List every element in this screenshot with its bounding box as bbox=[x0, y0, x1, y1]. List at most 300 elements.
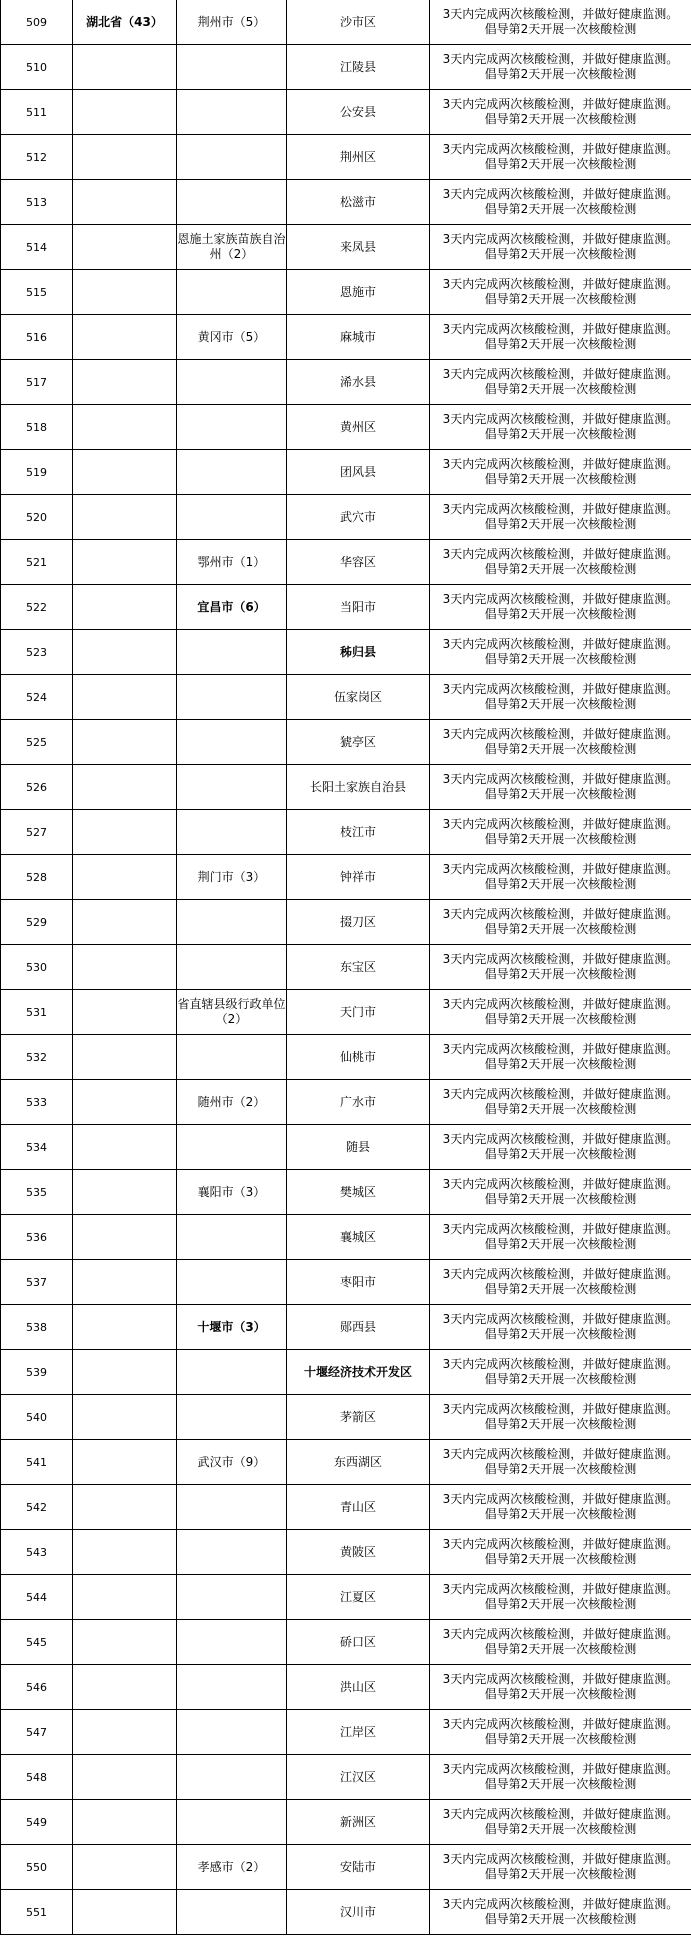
county-cell: 来凤县 bbox=[287, 225, 430, 270]
table-row bbox=[1, 135, 691, 180]
province-cell bbox=[73, 180, 177, 225]
county-cell: 恩施市 bbox=[287, 270, 430, 315]
requirement-cell bbox=[430, 1215, 691, 1260]
requirement-line-1: 3天内完成两次核酸检测，并做好健康监测。 bbox=[442, 682, 679, 696]
table-row bbox=[1, 1890, 691, 1935]
table-row bbox=[1, 495, 691, 540]
county-cell: 襄城区 bbox=[287, 1215, 430, 1260]
county-cell: 樊城区 bbox=[287, 1170, 430, 1215]
province-cell bbox=[73, 990, 177, 1035]
requirement-line-2: 倡导第2天开展一次核酸检测 bbox=[484, 472, 637, 486]
requirement-cell bbox=[430, 945, 691, 990]
requirement-cell bbox=[430, 1800, 691, 1845]
city-cell bbox=[177, 720, 287, 765]
row-number-cell: 546 bbox=[1, 1665, 73, 1710]
row-number-cell: 550 bbox=[1, 1845, 73, 1890]
requirement-line-2: 倡导第2天开展一次核酸检测 bbox=[484, 67, 637, 81]
city-cell bbox=[177, 1350, 287, 1395]
province-cell bbox=[73, 1755, 177, 1800]
table-row bbox=[1, 1170, 691, 1215]
table-row bbox=[1, 1710, 691, 1755]
requirement-line-2: 倡导第2天开展一次核酸检测 bbox=[484, 1462, 637, 1476]
row-number-cell: 544 bbox=[1, 1575, 73, 1620]
requirement-line-1: 3天内完成两次核酸检测，并做好健康监测。 bbox=[442, 952, 679, 966]
requirement-line-2: 倡导第2天开展一次核酸检测 bbox=[484, 562, 637, 576]
city-cell bbox=[177, 495, 287, 540]
table-row bbox=[1, 900, 691, 945]
table-row bbox=[1, 180, 691, 225]
county-cell: 秭归县 bbox=[287, 630, 430, 675]
requirement-line-1: 3天内完成两次核酸检测，并做好健康监测。 bbox=[442, 1132, 679, 1146]
requirement-line-2: 倡导第2天开展一次核酸检测 bbox=[484, 112, 637, 126]
county-cell: 茅箭区 bbox=[287, 1395, 430, 1440]
row-number-cell: 524 bbox=[1, 675, 73, 720]
table-row bbox=[1, 810, 691, 855]
requirement-cell bbox=[430, 1890, 691, 1935]
province-cell bbox=[73, 495, 177, 540]
row-number-cell: 538 bbox=[1, 1305, 73, 1350]
row-number-cell: 517 bbox=[1, 360, 73, 405]
requirement-line-2: 倡导第2天开展一次核酸检测 bbox=[484, 1372, 637, 1386]
requirement-line-1: 3天内完成两次核酸检测，并做好健康监测。 bbox=[442, 1897, 679, 1911]
requirement-line-1: 3天内完成两次核酸检测，并做好健康监测。 bbox=[442, 1762, 679, 1776]
county-cell: 武穴市 bbox=[287, 495, 430, 540]
requirement-line-2: 倡导第2天开展一次核酸检测 bbox=[484, 157, 637, 171]
table-row bbox=[1, 450, 691, 495]
city-cell bbox=[177, 1575, 287, 1620]
requirement-line-2: 倡导第2天开展一次核酸检测 bbox=[484, 1912, 637, 1926]
city-cell bbox=[177, 900, 287, 945]
requirement-cell bbox=[430, 540, 691, 585]
requirement-cell bbox=[430, 990, 691, 1035]
table-row bbox=[1, 1800, 691, 1845]
table-row bbox=[1, 1575, 691, 1620]
row-number-cell: 545 bbox=[1, 1620, 73, 1665]
city-cell bbox=[177, 1800, 287, 1845]
requirement-line-1: 3天内完成两次核酸检测，并做好健康监测。 bbox=[442, 1672, 679, 1686]
county-cell: 东西湖区 bbox=[287, 1440, 430, 1485]
province-cell bbox=[73, 630, 177, 675]
requirement-cell bbox=[430, 1710, 691, 1755]
province-cell bbox=[73, 1575, 177, 1620]
city-cell: 黄冈市（5） bbox=[177, 315, 287, 360]
county-cell: 枝江市 bbox=[287, 810, 430, 855]
requirement-cell bbox=[430, 630, 691, 675]
province-cell bbox=[73, 1125, 177, 1170]
requirement-line-2: 倡导第2天开展一次核酸检测 bbox=[484, 202, 637, 216]
table-row bbox=[1, 540, 691, 585]
requirement-cell bbox=[430, 900, 691, 945]
table-row bbox=[1, 630, 691, 675]
requirement-line-2: 倡导第2天开展一次核酸检测 bbox=[484, 1192, 637, 1206]
city-cell: 宜昌市（6） bbox=[177, 585, 287, 630]
row-number-cell: 533 bbox=[1, 1080, 73, 1125]
table-row bbox=[1, 315, 691, 360]
province-cell bbox=[73, 1440, 177, 1485]
requirement-cell bbox=[430, 90, 691, 135]
requirement-cell bbox=[430, 1035, 691, 1080]
requirement-line-2: 倡导第2天开展一次核酸检测 bbox=[484, 22, 637, 36]
table-row bbox=[1, 765, 691, 810]
county-cell: 十堰经济技术开发区 bbox=[287, 1350, 430, 1395]
table-row bbox=[1, 1305, 691, 1350]
requirement-line-2: 倡导第2天开展一次核酸检测 bbox=[484, 1552, 637, 1566]
province-cell bbox=[73, 45, 177, 90]
requirement-cell bbox=[430, 1620, 691, 1665]
requirement-line-2: 倡导第2天开展一次核酸检测 bbox=[484, 877, 637, 891]
county-cell: 当阳市 bbox=[287, 585, 430, 630]
requirement-line-2: 倡导第2天开展一次核酸检测 bbox=[484, 1597, 637, 1611]
county-cell: 浠水县 bbox=[287, 360, 430, 405]
city-cell bbox=[177, 90, 287, 135]
requirement-line-2: 倡导第2天开展一次核酸检测 bbox=[484, 1777, 637, 1791]
city-cell bbox=[177, 135, 287, 180]
city-cell bbox=[177, 1530, 287, 1575]
province-cell bbox=[73, 1080, 177, 1125]
county-cell: 江岸区 bbox=[287, 1710, 430, 1755]
province-cell bbox=[73, 1260, 177, 1305]
city-cell bbox=[177, 1755, 287, 1800]
row-number-cell: 519 bbox=[1, 450, 73, 495]
province-cell: 湖北省（43） bbox=[73, 0, 177, 45]
row-number-cell: 531 bbox=[1, 990, 73, 1035]
city-cell bbox=[177, 1215, 287, 1260]
city-cell bbox=[177, 405, 287, 450]
city-cell: 随州市（2） bbox=[177, 1080, 287, 1125]
row-number-cell: 525 bbox=[1, 720, 73, 765]
county-cell: 仙桃市 bbox=[287, 1035, 430, 1080]
row-number-cell: 534 bbox=[1, 1125, 73, 1170]
province-cell bbox=[73, 585, 177, 630]
county-cell: 枣阳市 bbox=[287, 1260, 430, 1305]
requirement-line-1: 3天内完成两次核酸检测，并做好健康监测。 bbox=[442, 817, 679, 831]
requirement-line-2: 倡导第2天开展一次核酸检测 bbox=[484, 1147, 637, 1161]
row-number-cell: 523 bbox=[1, 630, 73, 675]
table-row bbox=[1, 45, 691, 90]
table-row bbox=[1, 675, 691, 720]
requirement-cell bbox=[430, 1755, 691, 1800]
requirement-cell bbox=[430, 1260, 691, 1305]
requirement-line-1: 3天内完成两次核酸检测，并做好健康监测。 bbox=[442, 502, 679, 516]
requirement-cell bbox=[430, 720, 691, 765]
county-cell: 黄州区 bbox=[287, 405, 430, 450]
requirement-cell bbox=[430, 135, 691, 180]
city-cell bbox=[177, 1665, 287, 1710]
city-cell bbox=[177, 765, 287, 810]
province-cell bbox=[73, 1710, 177, 1755]
city-cell: 荆州市（5） bbox=[177, 0, 287, 45]
requirement-line-1: 3天内完成两次核酸检测，并做好健康监测。 bbox=[442, 1087, 679, 1101]
requirement-line-2: 倡导第2天开展一次核酸检测 bbox=[484, 1507, 637, 1521]
row-number-cell: 528 bbox=[1, 855, 73, 900]
row-number-cell: 541 bbox=[1, 1440, 73, 1485]
requirement-cell bbox=[430, 180, 691, 225]
requirement-line-2: 倡导第2天开展一次核酸检测 bbox=[484, 652, 637, 666]
county-cell: 华容区 bbox=[287, 540, 430, 585]
requirement-line-1: 3天内完成两次核酸检测，并做好健康监测。 bbox=[442, 772, 679, 786]
requirement-line-1: 3天内完成两次核酸检测，并做好健康监测。 bbox=[442, 727, 679, 741]
table-row bbox=[1, 1440, 691, 1485]
province-cell bbox=[73, 135, 177, 180]
requirement-line-2: 倡导第2天开展一次核酸检测 bbox=[484, 787, 637, 801]
city-cell: 荆门市（3） bbox=[177, 855, 287, 900]
requirement-line-2: 倡导第2天开展一次核酸检测 bbox=[484, 1687, 637, 1701]
county-cell: 江汉区 bbox=[287, 1755, 430, 1800]
row-number-cell: 549 bbox=[1, 1800, 73, 1845]
city-cell bbox=[177, 1395, 287, 1440]
row-number-cell: 518 bbox=[1, 405, 73, 450]
row-number-cell: 514 bbox=[1, 225, 73, 270]
city-cell bbox=[177, 1485, 287, 1530]
city-cell: 十堰市（3） bbox=[177, 1305, 287, 1350]
requirement-cell bbox=[430, 405, 691, 450]
county-cell: 沙市区 bbox=[287, 0, 430, 45]
requirement-line-2: 倡导第2天开展一次核酸检测 bbox=[484, 1282, 637, 1296]
requirement-line-2: 倡导第2天开展一次核酸检测 bbox=[484, 382, 637, 396]
city-cell bbox=[177, 360, 287, 405]
province-cell bbox=[73, 720, 177, 765]
requirement-line-1: 3天内完成两次核酸检测，并做好健康监测。 bbox=[442, 52, 679, 66]
county-cell: 随县 bbox=[287, 1125, 430, 1170]
requirement-line-2: 倡导第2天开展一次核酸检测 bbox=[484, 607, 637, 621]
requirement-cell bbox=[430, 1845, 691, 1890]
city-cell: 武汉市（9） bbox=[177, 1440, 287, 1485]
requirement-cell bbox=[430, 1395, 691, 1440]
county-cell: 长阳土家族自治县 bbox=[287, 765, 430, 810]
city-cell bbox=[177, 675, 287, 720]
requirement-line-1: 3天内完成两次核酸检测，并做好健康监测。 bbox=[442, 1627, 679, 1641]
requirement-line-1: 3天内完成两次核酸检测，并做好健康监测。 bbox=[442, 592, 679, 606]
city-cell bbox=[177, 270, 287, 315]
requirement-line-1: 3天内完成两次核酸检测，并做好健康监测。 bbox=[442, 1717, 679, 1731]
row-number-cell: 509 bbox=[1, 0, 73, 45]
requirement-line-2: 倡导第2天开展一次核酸检测 bbox=[484, 1057, 637, 1071]
province-cell bbox=[73, 90, 177, 135]
row-number-cell: 513 bbox=[1, 180, 73, 225]
table-row bbox=[1, 1620, 691, 1665]
requirement-cell bbox=[430, 1170, 691, 1215]
table-row bbox=[1, 1035, 691, 1080]
table-row bbox=[1, 1350, 691, 1395]
row-number-cell: 543 bbox=[1, 1530, 73, 1575]
requirement-line-1: 3天内完成两次核酸检测，并做好健康监测。 bbox=[442, 1582, 679, 1596]
county-cell: 东宝区 bbox=[287, 945, 430, 990]
requirement-line-2: 倡导第2天开展一次核酸检测 bbox=[484, 292, 637, 306]
county-cell: 江陵县 bbox=[287, 45, 430, 90]
county-cell: 伍家岗区 bbox=[287, 675, 430, 720]
province-cell bbox=[73, 1395, 177, 1440]
table-body bbox=[1, 0, 691, 1935]
requirement-line-1: 3天内完成两次核酸检测，并做好健康监测。 bbox=[442, 277, 679, 291]
requirement-line-2: 倡导第2天开展一次核酸检测 bbox=[484, 337, 637, 351]
requirement-line-2: 倡导第2天开展一次核酸检测 bbox=[484, 427, 637, 441]
requirement-line-1: 3天内完成两次核酸检测，并做好健康监测。 bbox=[442, 1042, 679, 1056]
requirement-line-1: 3天内完成两次核酸检测，并做好健康监测。 bbox=[442, 997, 679, 1011]
city-cell bbox=[177, 1035, 287, 1080]
requirement-cell bbox=[430, 270, 691, 315]
table-row bbox=[1, 585, 691, 630]
province-cell bbox=[73, 405, 177, 450]
requirement-line-2: 倡导第2天开展一次核酸检测 bbox=[484, 742, 637, 756]
requirement-line-1: 3天内完成两次核酸检测，并做好健康监测。 bbox=[442, 97, 679, 111]
province-cell bbox=[73, 1665, 177, 1710]
row-number-cell: 512 bbox=[1, 135, 73, 180]
table-row bbox=[1, 990, 691, 1035]
requirement-cell bbox=[430, 1350, 691, 1395]
requirement-cell bbox=[430, 1080, 691, 1125]
province-cell bbox=[73, 900, 177, 945]
county-cell: 黄陂区 bbox=[287, 1530, 430, 1575]
province-cell bbox=[73, 1800, 177, 1845]
province-cell bbox=[73, 1485, 177, 1530]
requirement-line-2: 倡导第2天开展一次核酸检测 bbox=[484, 922, 637, 936]
requirement-cell bbox=[430, 1125, 691, 1170]
county-cell: 猇亭区 bbox=[287, 720, 430, 765]
county-cell: 天门市 bbox=[287, 990, 430, 1035]
province-cell bbox=[73, 1305, 177, 1350]
county-cell: 新洲区 bbox=[287, 1800, 430, 1845]
requirement-cell bbox=[430, 495, 691, 540]
table-row bbox=[1, 1260, 691, 1305]
table-row bbox=[1, 1395, 691, 1440]
requirement-line-1: 3天内完成两次核酸检测，并做好健康监测。 bbox=[442, 322, 679, 336]
province-cell bbox=[73, 1170, 177, 1215]
row-number-cell: 515 bbox=[1, 270, 73, 315]
province-cell bbox=[73, 270, 177, 315]
requirement-cell bbox=[430, 225, 691, 270]
requirement-line-1: 3天内完成两次核酸检测，并做好健康监测。 bbox=[442, 637, 679, 651]
province-cell bbox=[73, 315, 177, 360]
requirement-line-2: 倡导第2天开展一次核酸检测 bbox=[484, 1822, 637, 1836]
table-row bbox=[1, 1125, 691, 1170]
city-cell bbox=[177, 1620, 287, 1665]
requirement-line-1: 3天内完成两次核酸检测，并做好健康监测。 bbox=[442, 907, 679, 921]
requirement-line-1: 3天内完成两次核酸检测，并做好健康监测。 bbox=[442, 1222, 679, 1236]
row-number-cell: 540 bbox=[1, 1395, 73, 1440]
county-cell: 荆州区 bbox=[287, 135, 430, 180]
table-row bbox=[1, 1530, 691, 1575]
requirement-line-2: 倡导第2天开展一次核酸检测 bbox=[484, 1327, 637, 1341]
requirement-line-1: 3天内完成两次核酸检测，并做好健康监测。 bbox=[442, 457, 679, 471]
row-number-cell: 511 bbox=[1, 90, 73, 135]
requirement-line-2: 倡导第2天开展一次核酸检测 bbox=[484, 967, 637, 981]
requirement-line-1: 3天内完成两次核酸检测，并做好健康监测。 bbox=[442, 7, 679, 21]
city-cell bbox=[177, 1260, 287, 1305]
table-row bbox=[1, 855, 691, 900]
requirement-cell bbox=[430, 1575, 691, 1620]
county-cell: 安陆市 bbox=[287, 1845, 430, 1890]
table-row bbox=[1, 1665, 691, 1710]
row-number-cell: 536 bbox=[1, 1215, 73, 1260]
province-cell bbox=[73, 945, 177, 990]
city-cell bbox=[177, 1710, 287, 1755]
province-cell bbox=[73, 675, 177, 720]
requirement-line-1: 3天内完成两次核酸检测，并做好健康监测。 bbox=[442, 142, 679, 156]
requirement-line-2: 倡导第2天开展一次核酸检测 bbox=[484, 697, 637, 711]
row-number-cell: 520 bbox=[1, 495, 73, 540]
city-cell bbox=[177, 810, 287, 855]
province-cell bbox=[73, 1890, 177, 1935]
province-cell bbox=[73, 450, 177, 495]
requirement-line-1: 3天内完成两次核酸检测，并做好健康监测。 bbox=[442, 367, 679, 381]
province-cell bbox=[73, 1620, 177, 1665]
table-row bbox=[1, 1755, 691, 1800]
city-cell bbox=[177, 1890, 287, 1935]
requirement-cell bbox=[430, 45, 691, 90]
requirement-cell bbox=[430, 855, 691, 900]
table-row bbox=[1, 270, 691, 315]
county-cell: 江夏区 bbox=[287, 1575, 430, 1620]
row-number-cell: 537 bbox=[1, 1260, 73, 1305]
city-cell bbox=[177, 1125, 287, 1170]
county-cell: 麻城市 bbox=[287, 315, 430, 360]
requirement-line-1: 3天内完成两次核酸检测，并做好健康监测。 bbox=[442, 1852, 679, 1866]
requirement-line-2: 倡导第2天开展一次核酸检测 bbox=[484, 1237, 637, 1251]
city-cell: 孝感市（2） bbox=[177, 1845, 287, 1890]
row-number-cell: 516 bbox=[1, 315, 73, 360]
row-number-cell: 551 bbox=[1, 1890, 73, 1935]
table-row bbox=[1, 225, 691, 270]
requirement-line-1: 3天内完成两次核酸检测，并做好健康监测。 bbox=[442, 1357, 679, 1371]
requirement-line-2: 倡导第2天开展一次核酸检测 bbox=[484, 1642, 637, 1656]
table-row bbox=[1, 1215, 691, 1260]
requirement-line-2: 倡导第2天开展一次核酸检测 bbox=[484, 1867, 637, 1881]
requirement-line-2: 倡导第2天开展一次核酸检测 bbox=[484, 832, 637, 846]
requirement-line-1: 3天内完成两次核酸检测，并做好健康监测。 bbox=[442, 412, 679, 426]
county-cell: 郧西县 bbox=[287, 1305, 430, 1350]
table-row bbox=[1, 1845, 691, 1890]
row-number-cell: 547 bbox=[1, 1710, 73, 1755]
requirement-line-2: 倡导第2天开展一次核酸检测 bbox=[484, 247, 637, 261]
province-cell bbox=[73, 1035, 177, 1080]
county-cell: 硚口区 bbox=[287, 1620, 430, 1665]
city-cell: 恩施土家族苗族自治州（2） bbox=[177, 225, 287, 270]
row-number-cell: 510 bbox=[1, 45, 73, 90]
requirement-cell bbox=[430, 585, 691, 630]
table-row bbox=[1, 1485, 691, 1530]
city-cell: 襄阳市（3） bbox=[177, 1170, 287, 1215]
county-cell: 团风县 bbox=[287, 450, 430, 495]
requirement-cell bbox=[430, 675, 691, 720]
city-cell bbox=[177, 450, 287, 495]
city-cell bbox=[177, 45, 287, 90]
province-cell bbox=[73, 1530, 177, 1575]
table-row bbox=[1, 720, 691, 765]
requirement-cell bbox=[430, 0, 691, 45]
province-cell bbox=[73, 810, 177, 855]
city-cell: 鄂州市（1） bbox=[177, 540, 287, 585]
row-number-cell: 542 bbox=[1, 1485, 73, 1530]
requirement-line-1: 3天内完成两次核酸检测，并做好健康监测。 bbox=[442, 1492, 679, 1506]
city-cell: 省直辖县级行政单位（2） bbox=[177, 990, 287, 1035]
province-cell bbox=[73, 1845, 177, 1890]
requirement-cell bbox=[430, 360, 691, 405]
requirement-line-1: 3天内完成两次核酸检测，并做好健康监测。 bbox=[442, 862, 679, 876]
row-number-cell: 535 bbox=[1, 1170, 73, 1215]
row-number-cell: 530 bbox=[1, 945, 73, 990]
table-row bbox=[1, 405, 691, 450]
requirement-line-1: 3天内完成两次核酸检测，并做好健康监测。 bbox=[442, 1177, 679, 1191]
city-cell bbox=[177, 630, 287, 675]
county-cell: 掇刀区 bbox=[287, 900, 430, 945]
table-row bbox=[1, 1080, 691, 1125]
province-cell bbox=[73, 765, 177, 810]
requirement-cell bbox=[430, 1305, 691, 1350]
county-cell: 广水市 bbox=[287, 1080, 430, 1125]
row-number-cell: 526 bbox=[1, 765, 73, 810]
requirement-line-1: 3天内完成两次核酸检测，并做好健康监测。 bbox=[442, 1267, 679, 1281]
row-number-cell: 529 bbox=[1, 900, 73, 945]
